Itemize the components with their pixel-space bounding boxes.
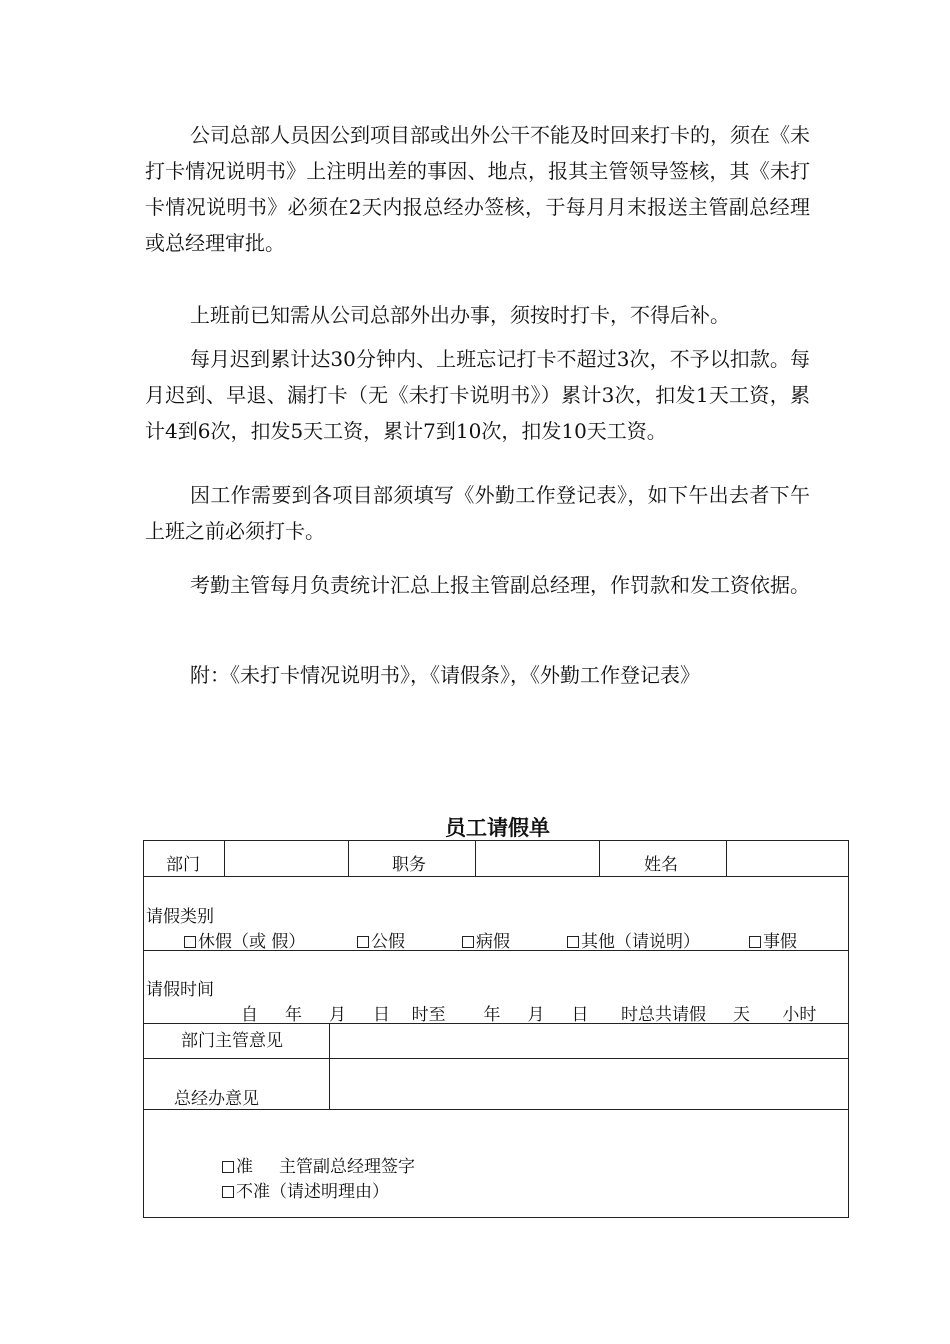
- checkbox-icon[interactable]: [749, 936, 761, 948]
- leave-type-personal[interactable]: 事假: [749, 927, 797, 952]
- leave-request-form: [143, 840, 849, 1218]
- leave-time-line[interactable]: 自 年 月 日 时至 年 月 日 时总共请假 天 小时: [241, 1005, 817, 1025]
- paragraph-no-backfill: 上班前已知需从公司总部外出办事，须按时打卡，不得后补。: [190, 303, 730, 327]
- paragraph-late-penalty: 每月迟到累计达30分钟内、上班忘记打卡不超过3次，不予以扣款。每月迟到、早退、漏打卡（无《未打卡说明书》）累计3次，扣发1天工资，累计4到6次，扣发5天工资，累计7到10次，扣发10天工资。: [145, 347, 810, 443]
- approve-option[interactable]: 准: [222, 1152, 253, 1177]
- position-label: 职务: [392, 855, 426, 875]
- checkbox-icon[interactable]: [567, 936, 579, 948]
- name-label: 姓名: [644, 855, 678, 875]
- checkbox-icon[interactable]: [357, 936, 369, 948]
- paragraph-attendance-report: 考勤主管每月负责统计汇总上报主管副总经理，作罚款和发工资依据。: [190, 573, 810, 597]
- reject-option[interactable]: 不准（请述明理由）: [222, 1177, 389, 1202]
- checkbox-icon[interactable]: [462, 936, 474, 948]
- leave-type-public[interactable]: 公假: [357, 927, 405, 952]
- paragraph-attachments: 附：《未打卡情况说明书》，《请假条》，《外勤工作登记表》: [190, 663, 700, 687]
- leave-type-annual[interactable]: 休假（或 假）: [184, 927, 305, 952]
- leave-type-sick[interactable]: 病假: [462, 927, 510, 952]
- dept-head-opinion-label: 部门主管意见: [181, 1031, 283, 1051]
- paragraph-punch-exception: 公司总部人员因公到项目部或出外公干不能及时回来打卡的，须在《未打卡情况说明书》上注明出差的事因、地点，报其主管领导签核，其《未打卡情况说明书》必须在2天内报总经办签核，于每月月末报送主管副总经理或总经理审批。: [145, 123, 810, 255]
- leave-type-label: 请假类别: [146, 907, 214, 927]
- checkbox-icon[interactable]: [222, 1161, 234, 1173]
- leave-time-label: 请假时间: [146, 980, 214, 1000]
- leave-type-other[interactable]: 其他（请说明）: [567, 927, 700, 952]
- checkbox-icon[interactable]: [184, 936, 196, 948]
- paragraph-field-work: 因工作需要到各项目部须填写《外勤工作登记表》，如下午出去者下午上班之前必须打卡。: [145, 483, 810, 543]
- gm-office-opinion-label: 总经办意见: [174, 1089, 259, 1109]
- form-title: 员工请假单: [445, 816, 550, 840]
- checkbox-icon[interactable]: [222, 1186, 234, 1198]
- dept-label: 部门: [166, 855, 200, 875]
- vp-signature-label: 主管副总经理签字: [279, 1157, 415, 1177]
